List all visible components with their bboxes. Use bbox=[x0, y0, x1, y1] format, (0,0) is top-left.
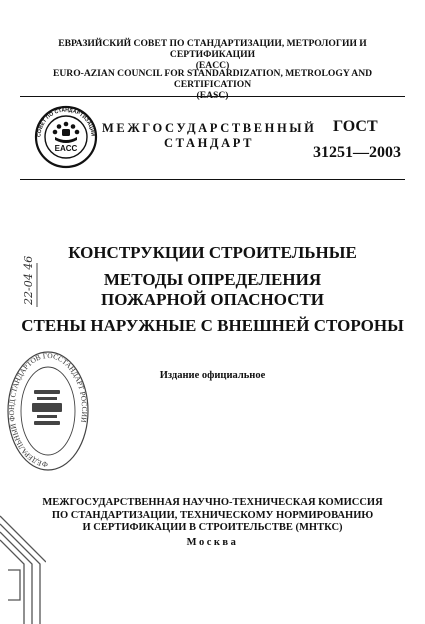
council-name-ru-line1: ЕВРАЗИЙСКИЙ СОВЕТ ПО СТАНДАРТИЗАЦИИ, МЕТРОЛОГИИ И СЕРТИФИКАЦИИ bbox=[58, 38, 367, 60]
document-subtitle bbox=[20, 270, 405, 310]
document-part-title: СТЕНЫ НАРУЖНЫЕ С ВНЕШНЕЙ СТОРОНЫ bbox=[21, 316, 404, 335]
emblem-ring-text: СОВЕТ ПО СТАНДАРТИЗАЦИИ bbox=[36, 107, 96, 138]
publication-city: Москва bbox=[186, 537, 239, 548]
publisher-line2: ПО СТАНДАРТИЗАЦИИ, ТЕХНИЧЕСКОМУ НОРМИРОВАНИЮ bbox=[51, 509, 374, 521]
title-divider bbox=[20, 179, 405, 180]
council-abbr-en: (EASC) bbox=[196, 90, 229, 101]
council-abbr-ru: (EACC) bbox=[195, 60, 230, 71]
library-stamp bbox=[6, 350, 90, 472]
publisher-name bbox=[20, 497, 405, 535]
council-name-en-line1: EURO-AZIAN COUNCIL FOR STANDARDIZATION, METROLOGY AND CERTIFICATION bbox=[52, 68, 373, 90]
publisher-line1: МЕЖГОСУДАРСТВЕННАЯ НАУЧНО-ТЕХНИЧЕСКАЯ КОМИССИЯ bbox=[42, 497, 383, 508]
gost-number: 31251—2003 bbox=[313, 144, 401, 161]
standard-type-line1: МЕЖГОСУДАРСТВЕННЫЙ bbox=[102, 121, 317, 135]
subtitle-line1: МЕТОДЫ ОПРЕДЕЛЕНИЯ bbox=[103, 270, 322, 289]
header-divider bbox=[20, 96, 405, 97]
eacc-emblem-icon bbox=[34, 105, 98, 169]
subtitle-line2: ПОЖАРНОЙ ОПАСНОСТИ bbox=[100, 290, 325, 309]
council-name-ru bbox=[20, 38, 405, 71]
handwritten-number: 22-04 46 bbox=[22, 255, 35, 305]
stamp-ring-text: ФЕДЕРАЛЬНЫЙ ФОНД СТАНДАРТОВ ГОССТАНДАРТ РОССИИ bbox=[7, 350, 90, 470]
standard-type-line2: СТАНДАРТ bbox=[164, 136, 255, 150]
edition-label: Издание официальное bbox=[159, 370, 266, 381]
publisher-line3: И СЕРТИФИКАЦИИ В СТРОИТЕЛЬСТВЕ (МНТКС) bbox=[82, 522, 343, 533]
gost-label: ГОСТ bbox=[333, 118, 378, 135]
document-title: КОНСТРУКЦИИ СТРОИТЕЛЬНЫЕ bbox=[68, 243, 357, 262]
emblem-text: EACC bbox=[54, 144, 78, 153]
